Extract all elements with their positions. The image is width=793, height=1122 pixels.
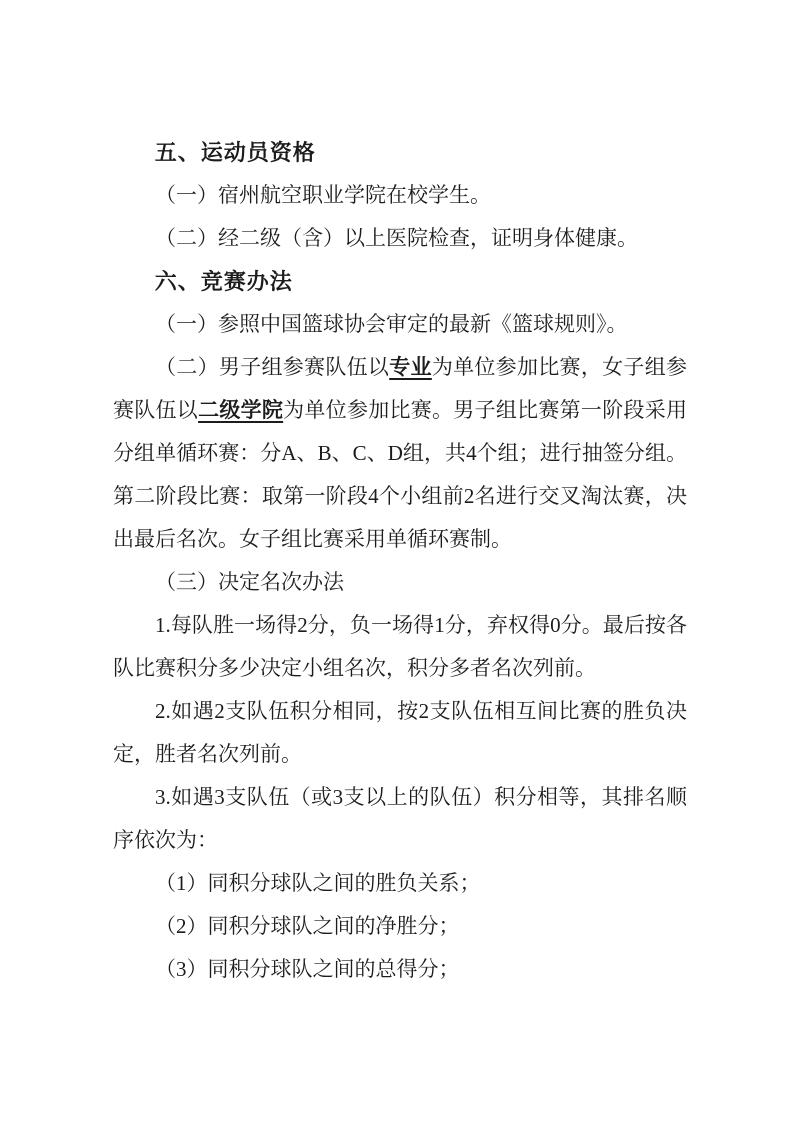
ranking-rule-1: 1.每队胜一场得2分，负一场得1分，弃权得0分。最后按各队比赛积分多少决定小组名次，积分多者名次列前。 bbox=[113, 613, 687, 680]
item-2-text-tail: 为单位参加比赛。男子组比赛第一阶段采用分组单循环赛：分A、B、C、D组，共4个组；进行抽签分组。第二阶段比赛：取第一阶段4个小组前2名进行交叉淘汰赛，决出最后名次。女子组比赛采用单循环赛制。 bbox=[113, 398, 688, 551]
item-2-emphasis-college: 二级学院 bbox=[198, 398, 284, 422]
section-6-heading: 六、竞赛办法 bbox=[154, 269, 293, 294]
document-content bbox=[113, 131, 687, 991]
section-6-item-1: （一）参照中国篮球协会审定的最新《篮球规则》。 bbox=[155, 312, 628, 336]
item-2-emphasis-major: 专业 bbox=[389, 355, 432, 379]
section-5-item-1: （一）宿州航空职业学院在校学生。 bbox=[155, 183, 491, 207]
section-5-heading: 五、运动员资格 bbox=[154, 140, 316, 165]
ranking-rule-2: 2.如遇2支队伍积分相同，按2支队伍相互间比赛的胜负决定，胜者名次列前。 bbox=[113, 699, 687, 766]
tiebreaker-3: （3）同积分球队之间的总得分； bbox=[155, 957, 460, 981]
section-5-item-2: （二）经二级（含）以上医院检查，证明身体健康。 bbox=[155, 226, 638, 250]
item-2-text-lead: （二）男子组参赛队伍以 bbox=[155, 355, 390, 379]
item-2-text-mid: 为单位参加比赛，女子组参赛队伍以 bbox=[113, 355, 688, 422]
tiebreaker-1: （1）同积分球队之间的胜负关系； bbox=[155, 871, 481, 895]
section-6-item-3-heading: （三）决定名次办法 bbox=[155, 570, 344, 594]
ranking-rule-3: 3.如遇3支队伍（或3支以上的队伍）积分相等，其排名顺序依次为： bbox=[113, 785, 687, 852]
tiebreaker-2: （2）同积分球队之间的净胜分； bbox=[155, 914, 460, 938]
section-6-item-2 bbox=[113, 346, 687, 561]
